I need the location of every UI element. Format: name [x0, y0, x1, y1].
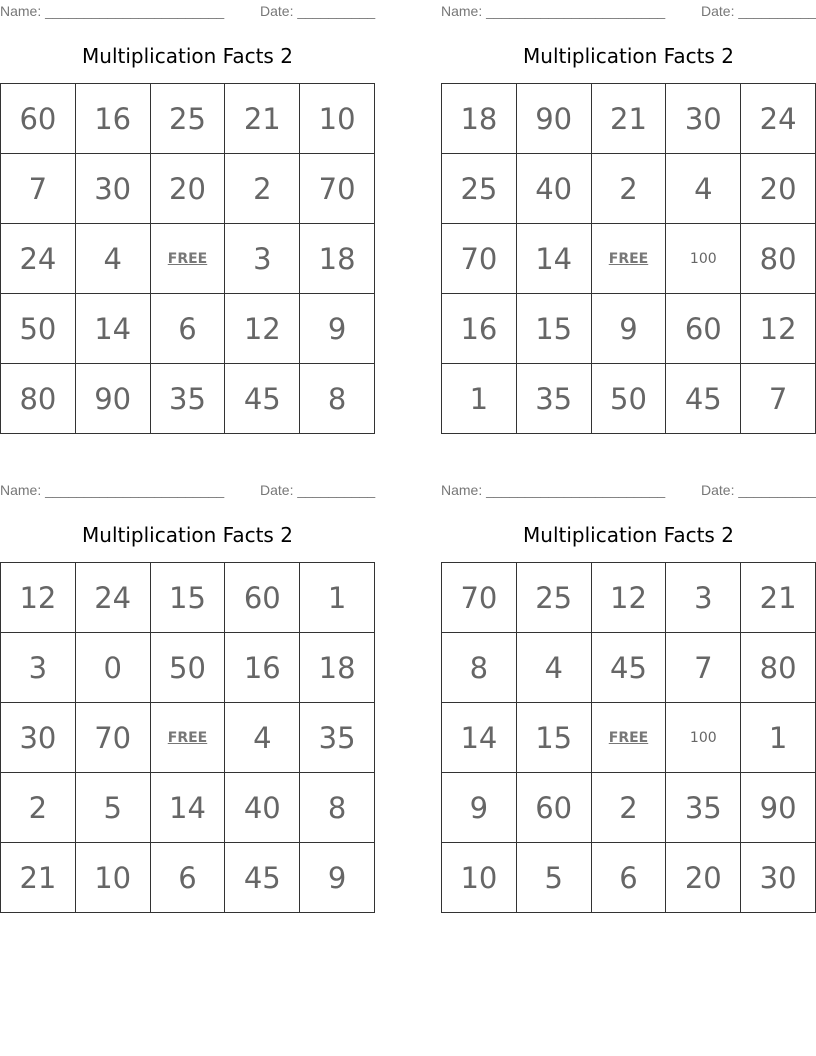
- grid-cell: 30: [741, 843, 816, 913]
- grid-cell: 20: [741, 154, 816, 224]
- grid-cell: 12: [225, 294, 300, 364]
- grid-cell: 6: [592, 843, 667, 913]
- bingo-grid: [0, 83, 375, 434]
- grid-cell: 35: [517, 364, 592, 434]
- date-field-label: Date: __________: [701, 3, 816, 19]
- grid-cell: 45: [225, 364, 300, 434]
- grid-cell: 50: [592, 364, 667, 434]
- grid-cell: 50: [1, 294, 76, 364]
- grid-cell: 14: [151, 773, 226, 843]
- name-date-row: [0, 481, 375, 499]
- grid-cell: 8: [300, 773, 375, 843]
- grid-cell: 8: [442, 633, 517, 703]
- grid-cell: 24: [1, 224, 76, 294]
- grid-cell: 2: [1, 773, 76, 843]
- grid-cell: 10: [442, 843, 517, 913]
- card-title: Multiplication Facts 2: [523, 523, 734, 547]
- card-title: Multiplication Facts 2: [523, 44, 734, 68]
- date-field-label: Date: __________: [260, 482, 376, 498]
- name-field-label: Name: _______________________: [441, 3, 666, 19]
- grid-cell: 21: [741, 563, 816, 633]
- grid-cell: 80: [741, 224, 816, 294]
- grid-cell: 7: [741, 364, 816, 434]
- free-space-cell: FREE: [592, 703, 667, 773]
- grid-cell: 9: [592, 294, 667, 364]
- grid-cell: 2: [592, 773, 667, 843]
- grid-cell: 70: [76, 703, 151, 773]
- grid-cell: 6: [151, 843, 226, 913]
- grid-cell: 80: [1, 364, 76, 434]
- name-date-row: [441, 481, 816, 499]
- grid-cell: 60: [225, 563, 300, 633]
- card-title: Multiplication Facts 2: [82, 523, 293, 547]
- grid-cell: 60: [1, 84, 76, 154]
- grid-cell: 4: [225, 703, 300, 773]
- grid-cell: 10: [300, 84, 375, 154]
- grid-cell: 24: [741, 84, 816, 154]
- name-field-label: Name: _______________________: [0, 3, 225, 19]
- grid-cell: 25: [517, 563, 592, 633]
- grid-cell: 100: [666, 224, 741, 294]
- grid-cell: 60: [517, 773, 592, 843]
- bingo-grid: [441, 83, 816, 434]
- grid-cell: 4: [517, 633, 592, 703]
- grid-cell: 3: [666, 563, 741, 633]
- grid-cell: 8: [300, 364, 375, 434]
- grid-cell: 35: [300, 703, 375, 773]
- grid-cell: 25: [442, 154, 517, 224]
- grid-cell: 15: [517, 703, 592, 773]
- grid-cell: 45: [666, 364, 741, 434]
- grid-cell: 9: [300, 294, 375, 364]
- grid-cell: 7: [1, 154, 76, 224]
- grid-cell: 5: [517, 843, 592, 913]
- grid-cell: 12: [592, 563, 667, 633]
- grid-cell: 3: [225, 224, 300, 294]
- grid-cell: 35: [151, 364, 226, 434]
- grid-cell: 18: [300, 633, 375, 703]
- name-field-label: Name: _______________________: [441, 482, 666, 498]
- grid-cell: 1: [442, 364, 517, 434]
- grid-cell: 35: [666, 773, 741, 843]
- grid-cell: 12: [1, 563, 76, 633]
- grid-cell: 90: [76, 364, 151, 434]
- grid-cell: 15: [517, 294, 592, 364]
- grid-cell: 30: [1, 703, 76, 773]
- grid-cell: 70: [442, 563, 517, 633]
- grid-cell: 6: [151, 294, 226, 364]
- grid-cell: 16: [225, 633, 300, 703]
- grid-cell: 10: [76, 843, 151, 913]
- grid-cell: 20: [666, 843, 741, 913]
- grid-cell: 9: [300, 843, 375, 913]
- grid-cell: 70: [300, 154, 375, 224]
- grid-cell: 18: [300, 224, 375, 294]
- grid-cell: 12: [741, 294, 816, 364]
- grid-cell: 3: [1, 633, 76, 703]
- free-space-cell: FREE: [151, 224, 226, 294]
- grid-cell: 16: [442, 294, 517, 364]
- bingo-grid: [0, 562, 375, 913]
- grid-cell: 24: [76, 563, 151, 633]
- grid-cell: 4: [76, 224, 151, 294]
- grid-cell: 40: [225, 773, 300, 843]
- grid-cell: 20: [151, 154, 226, 224]
- grid-cell: 70: [442, 224, 517, 294]
- grid-cell: 25: [151, 84, 226, 154]
- free-space-cell: FREE: [151, 703, 226, 773]
- grid-cell: 40: [517, 154, 592, 224]
- grid-cell: 14: [442, 703, 517, 773]
- grid-cell: 7: [666, 633, 741, 703]
- grid-cell: 30: [76, 154, 151, 224]
- name-field-label: Name: _______________________: [0, 482, 225, 498]
- free-space-cell: FREE: [592, 224, 667, 294]
- grid-cell: 1: [300, 563, 375, 633]
- grid-cell: 9: [442, 773, 517, 843]
- grid-cell: 5: [76, 773, 151, 843]
- grid-cell: 50: [151, 633, 226, 703]
- grid-cell: 21: [1, 843, 76, 913]
- grid-cell: 0: [76, 633, 151, 703]
- grid-cell: 16: [76, 84, 151, 154]
- grid-cell: 90: [741, 773, 816, 843]
- grid-cell: 45: [225, 843, 300, 913]
- date-field-label: Date: __________: [260, 3, 376, 19]
- name-date-row: [0, 2, 375, 20]
- grid-cell: 80: [741, 633, 816, 703]
- grid-cell: 60: [666, 294, 741, 364]
- grid-cell: 21: [225, 84, 300, 154]
- date-field-label: Date: __________: [701, 482, 816, 498]
- grid-cell: 18: [442, 84, 517, 154]
- bingo-grid: [441, 562, 816, 913]
- grid-cell: 30: [666, 84, 741, 154]
- grid-cell: 15: [151, 563, 226, 633]
- grid-cell: 45: [592, 633, 667, 703]
- grid-cell: 21: [592, 84, 667, 154]
- grid-cell: 14: [517, 224, 592, 294]
- grid-cell: 2: [592, 154, 667, 224]
- grid-cell: 4: [666, 154, 741, 224]
- grid-cell: 14: [76, 294, 151, 364]
- grid-cell: 2: [225, 154, 300, 224]
- name-date-row: [441, 2, 816, 20]
- grid-cell: 90: [517, 84, 592, 154]
- grid-cell: 100: [666, 703, 741, 773]
- grid-cell: 1: [741, 703, 816, 773]
- card-title: Multiplication Facts 2: [82, 44, 293, 68]
